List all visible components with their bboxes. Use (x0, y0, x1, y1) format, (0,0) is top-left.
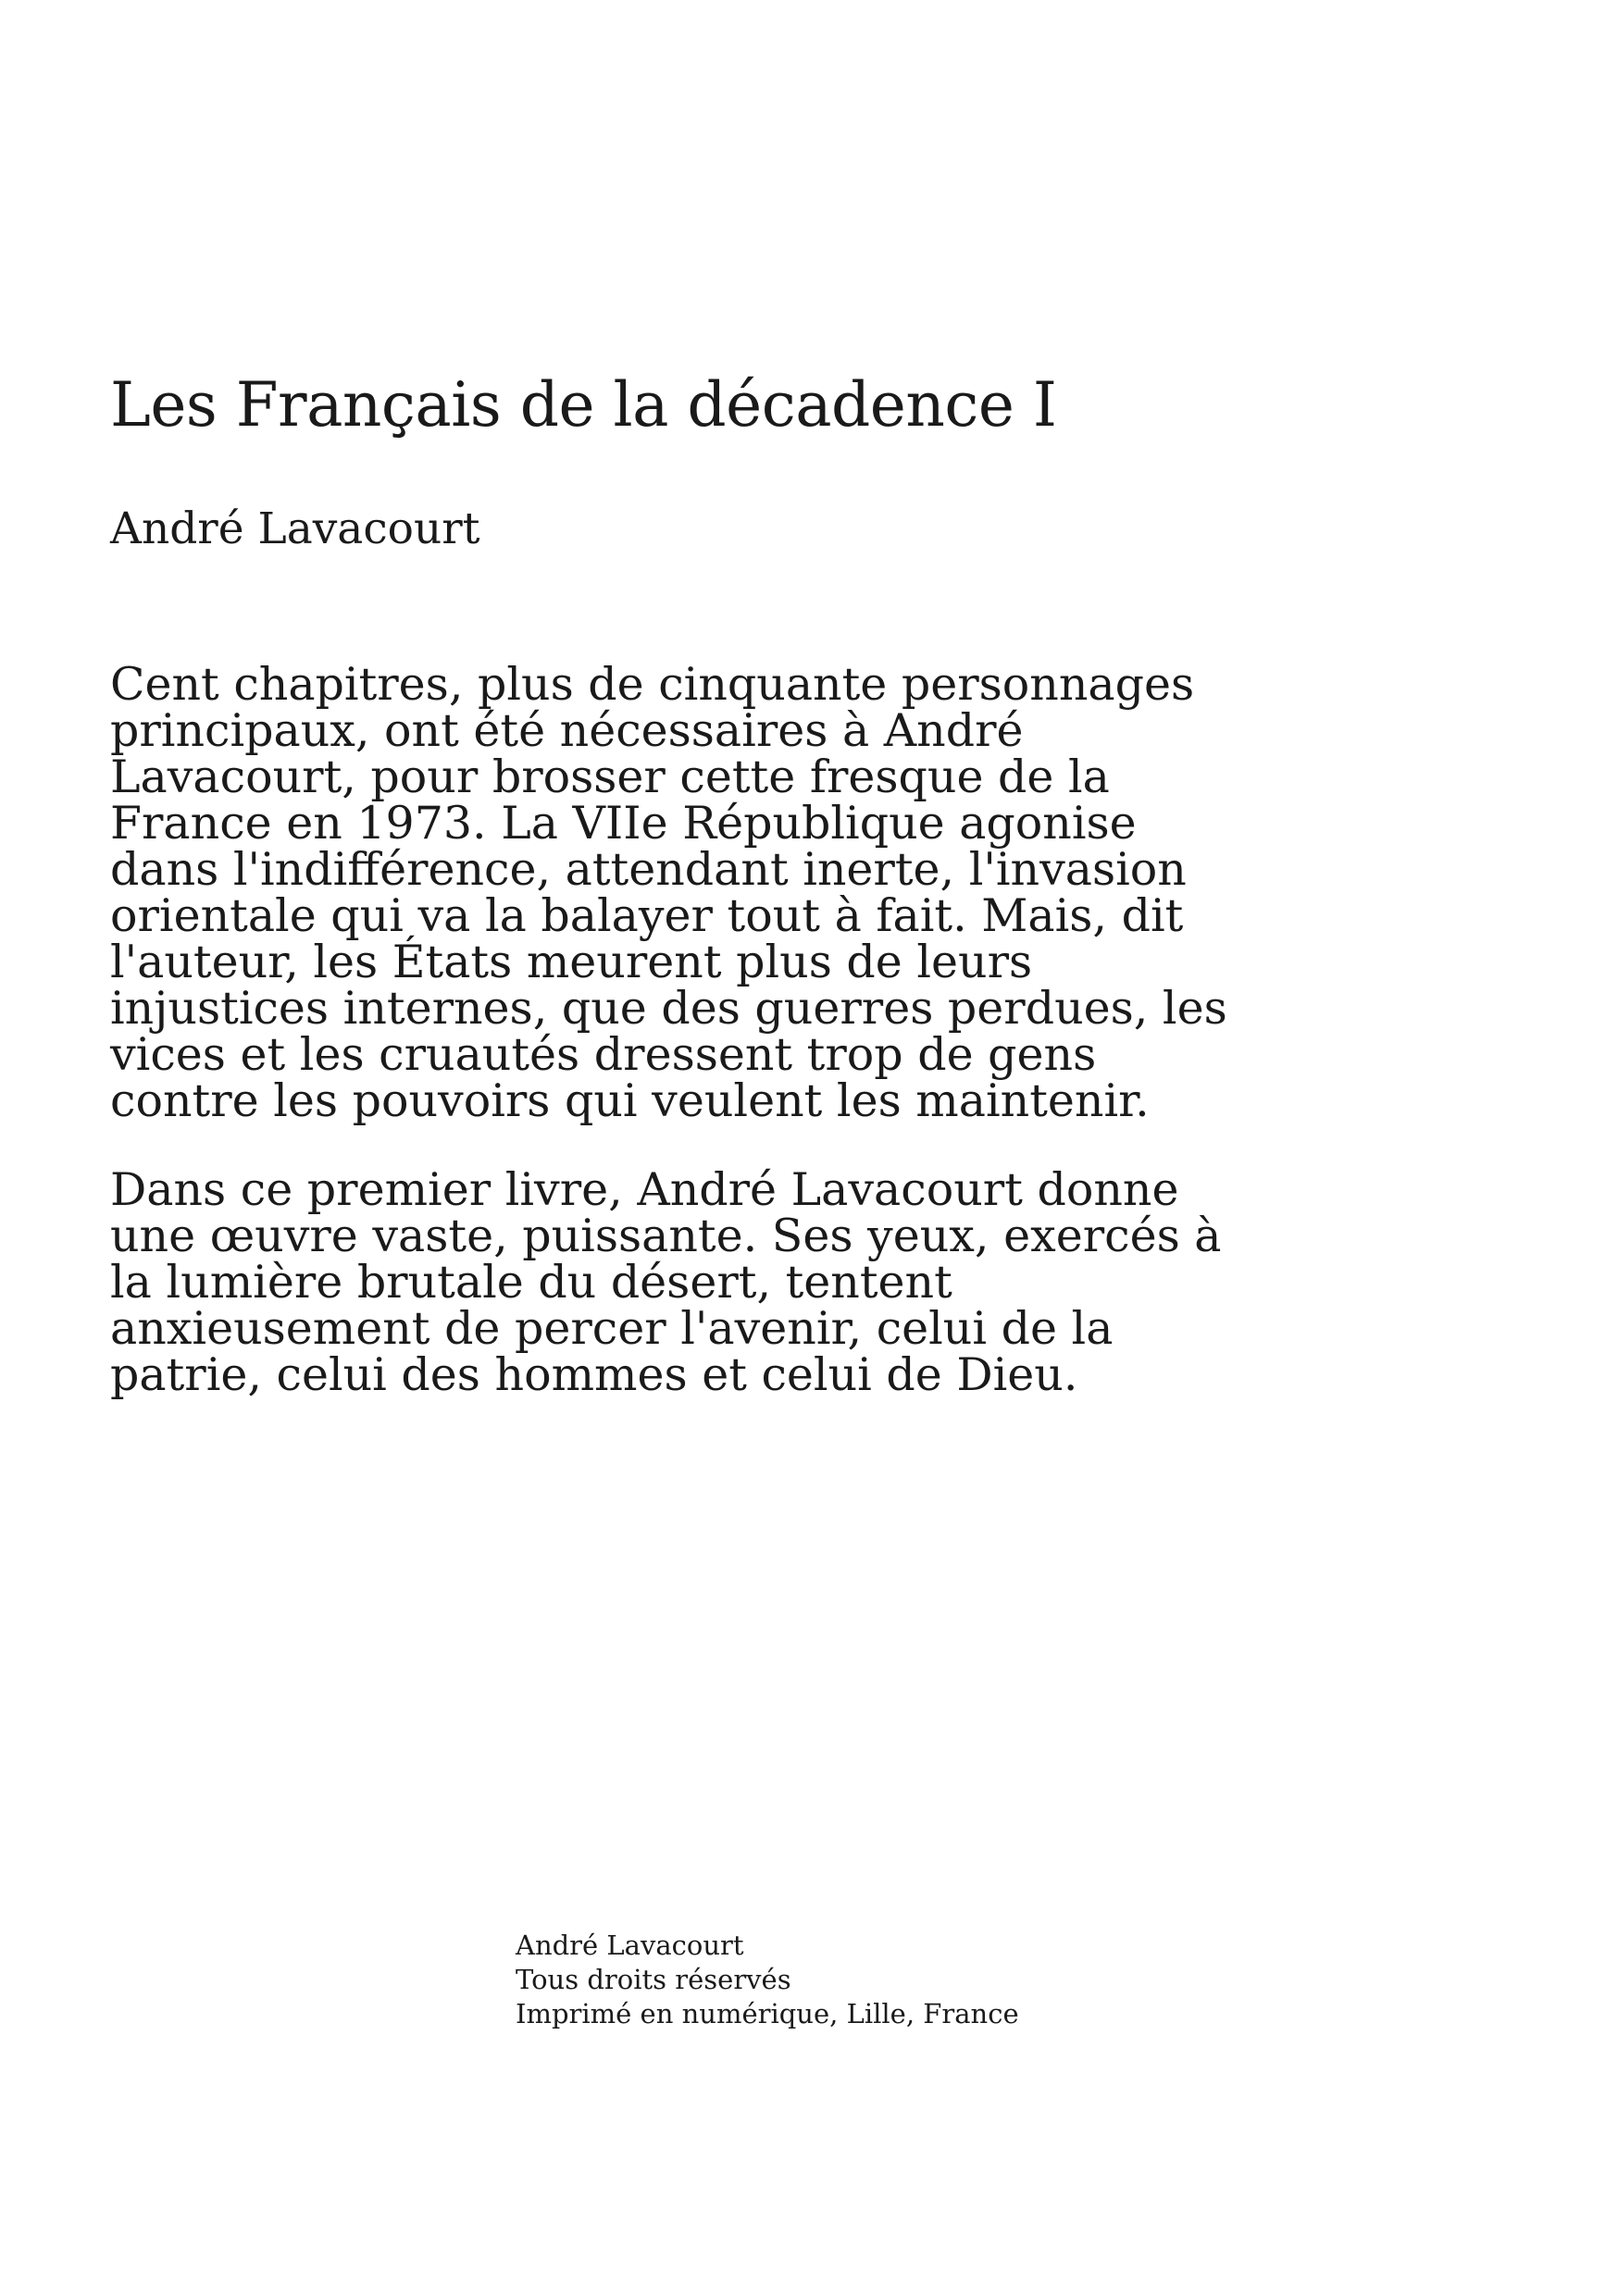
book-title: Les Français de la décadence I (110, 369, 1057, 441)
blurb-paragraph-2: Dans ce premier livre, André Lavacourt donne une œuvre vaste, puissante. Ses yeux, exercés à la lumière brutale du désert, tentent anxieusement de percer l'avenir, celui de la patrie, celui des hommes et celui de Dieu. (110, 1163, 1222, 1401)
colophon-printing: Imprimé en numérique, Lille, France (516, 1998, 1019, 2029)
colophon-author: André Lavacourt (516, 1930, 744, 1961)
back-cover-blurb (110, 658, 1244, 1441)
colophon-rights: Tous droits réservés (516, 1964, 791, 1995)
book-author: André Lavacourt (110, 503, 480, 554)
blurb-paragraph-1: Cent chapitres, plus de cinquante personnages principaux, ont été nécessaires à André Lavacourt, pour brosser cette fresque de la France en 1973. La VIIe République agonise dans l'indifférence, attendant inerte, l'invasion orientale qui va la balayer tout à fait. Mais, dit l'auteur, les États meurent plus de leurs injustices internes, que des guerres perdues, les vices et les cruautés dressent trop de gens contre les pouvoirs qui veulent les maintenir. (110, 658, 1227, 1127)
colophon (516, 1929, 1019, 2031)
